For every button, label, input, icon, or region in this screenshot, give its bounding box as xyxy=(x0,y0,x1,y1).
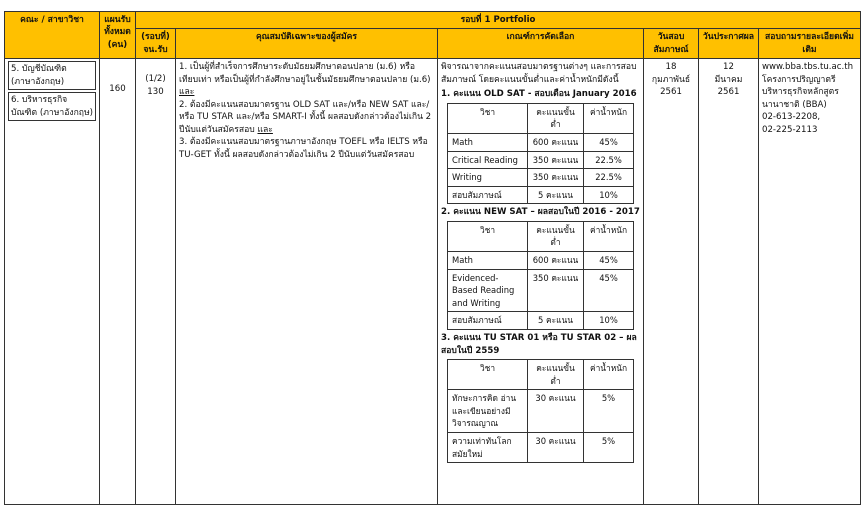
section-3-title: 3. คะแนน TU STAR 01 หรือ TU STAR 02 – ผลสอบในปี 2559 xyxy=(441,333,637,356)
qualification-1 xyxy=(179,61,434,98)
section-1-title: 1. คะแนน OLD SAT - สอบเดือน January 2016 xyxy=(441,89,637,100)
plan-total-value: 160 xyxy=(109,84,126,95)
table-row: สอบสัมภาษณ์ 5 คะแนน 10% xyxy=(448,312,634,330)
table-row: ทักษะการคิด อ่าน และเขียนอย่างมีวิจารณญาณ 30 คะแนน 5% xyxy=(448,390,634,433)
contact-phone-2: 02-225-2113 xyxy=(762,124,818,135)
criteria-intro: พิจารณาจากคะแนนสอบมาตรฐานต่างๆ และการสอบสัมภาษณ์ โดยคะแนนขั้นต่ำและค่าน้ำหนักมีดังนี้ xyxy=(441,62,637,85)
new-sat-table xyxy=(447,221,634,330)
table-row: Evidenced-Based Reading and Writing 350 คะแนน 45% xyxy=(448,269,634,312)
round-count: 130 xyxy=(147,86,164,97)
section-2-title: 2. คะแนน NEW SAT – ผลสอบในปี 2016 - 2017 xyxy=(441,207,640,218)
old-sat-table xyxy=(447,103,634,205)
col-weight: ค่าน้ำหนัก xyxy=(584,103,634,133)
qualification-2 xyxy=(179,99,434,136)
col-weight: ค่าน้ำหนัก xyxy=(584,360,634,390)
col-subject: วิชา xyxy=(448,221,528,251)
col-weight: ค่าน้ำหนัก xyxy=(584,221,634,251)
header-announce-date: วันประกาศผล xyxy=(699,29,759,59)
admission-table xyxy=(4,11,861,505)
table-row: Critical Reading 350 คะแนน 22.5% xyxy=(448,151,634,169)
table-row: Math 600 คะแนน 45% xyxy=(448,252,634,270)
interview-month: กุมภาพันธ์ xyxy=(651,74,691,85)
tu-star-table xyxy=(447,359,634,463)
col-min: คะแนนขั้นต่ำ xyxy=(528,221,584,251)
qualifications-cell xyxy=(176,59,438,505)
faculty-cell xyxy=(5,59,100,505)
table-row: ความเท่าทันโลกสมัยใหม่ 30 คะแนน 5% xyxy=(448,433,634,463)
faculty-business: 6. บริหารธุรกิจบัณฑิต (ภาษาอังกฤษ) xyxy=(8,92,96,121)
qualification-3: 3. ต้องมีคะแนนสอบมาตรฐานภาษาอังกฤษ TOEFL หรือ IELTS หรือ TU-GET ทั้งนี้ ผลสอบดังกล่าวต้องไม่เกิน 2 ปีนับแต่วันสมัครสอบ xyxy=(179,137,428,160)
contact-cell xyxy=(759,59,861,505)
round-intake-cell xyxy=(136,59,176,505)
announce-day: 12 xyxy=(723,62,734,73)
interview-year: 2561 xyxy=(660,87,682,98)
header-interview-date: วันสอบสัมภาษณ์ xyxy=(644,29,699,59)
table-row: Writing 350 คะแนน 22.5% xyxy=(448,169,634,187)
col-min: คะแนนขั้นต่ำ xyxy=(528,103,584,133)
col-subject: วิชา xyxy=(448,103,528,133)
qualification-2-text: 2. ต้องมีคะแนนสอบมาตรฐาน OLD SAT และ/หรือ NEW SAT และ/หรือ TU STAR และ/หรือ SMART-I ทั้งนี้ ผลสอบดังกล่าวต้องไม่เกิน 2 ปีนับแต่วันสมัครสอบ xyxy=(179,99,432,135)
header-faculty: คณะ / สาขาวิชา xyxy=(5,12,100,59)
header-round-title: รอบที่ 1 Portfolio xyxy=(136,12,861,29)
col-subject: วิชา xyxy=(448,360,528,390)
criteria-cell xyxy=(438,59,644,505)
qualification-1-text: 1. เป็นผู้ที่สำเร็จการศึกษาระดับมัธยมศึกษาตอนปลาย (ม.6) หรือเทียบเท่า หรือเป็นผู้ที่กำลังศึกษาอยู่ในชั้นมัธยมศึกษาตอนปลาย (ม.6) xyxy=(179,62,431,85)
contact-phone-1: 02-613-2208, xyxy=(762,112,821,123)
col-min: คะแนนขั้นต่ำ xyxy=(528,360,584,390)
header-plan-total: แผนรับทั้งหมด (คน) xyxy=(100,12,136,59)
plan-total-cell xyxy=(100,59,136,505)
faculty-accounting: 5. บัญชีบัณฑิต (ภาษาอังกฤษ) xyxy=(8,61,96,90)
contact-org: โครงการปริญญาตรีบริหารธุรกิจหลักสูตรนานาชาติ (BBA) xyxy=(762,74,839,110)
announce-month: มีนาคม xyxy=(714,74,743,85)
qualification-2-and: และ xyxy=(257,124,273,135)
qualification-1-and: และ xyxy=(179,87,195,98)
table-row: Math 600 คะแนน 45% xyxy=(448,133,634,151)
announce-date-cell xyxy=(699,59,759,505)
contact-web: www.bba.tbs.tu.ac.th xyxy=(762,62,854,73)
header-contact: สอบถามรายละเอียดเพิ่มเติม xyxy=(759,29,861,59)
table-row: สอบสัมภาษณ์ 5 คะแนน 10% xyxy=(448,186,634,204)
interview-date-cell xyxy=(644,59,699,505)
header-criteria: เกณฑ์การคัดเลือก xyxy=(438,29,644,59)
round-label: (1/2) xyxy=(145,74,166,85)
header-round-intake: (รอบที่) จน.รับ xyxy=(136,29,176,59)
announce-year: 2561 xyxy=(717,87,740,98)
header-qualifications: คุณสมบัติเฉพาะของผู้สมัคร xyxy=(176,29,438,59)
interview-day: 18 xyxy=(665,62,677,73)
